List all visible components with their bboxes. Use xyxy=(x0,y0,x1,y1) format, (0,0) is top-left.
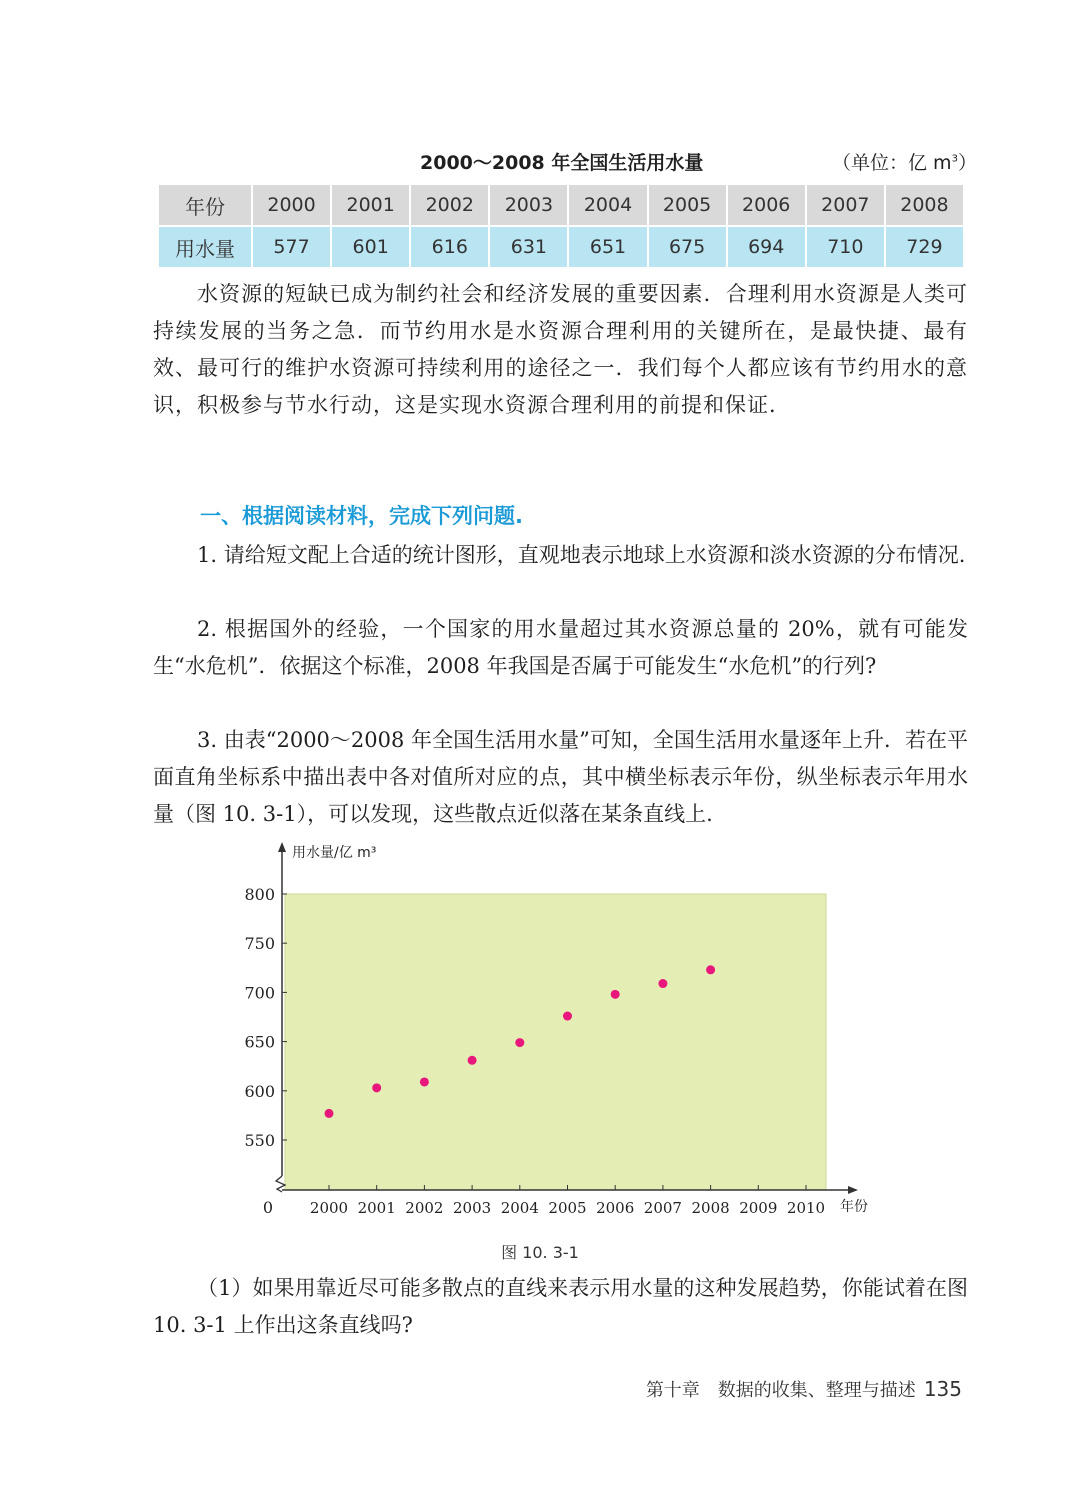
figure-caption: 图 10. 3-1 xyxy=(501,1243,579,1262)
section-title: 一、根据阅读材料，完成下列问题. xyxy=(200,504,523,528)
y-tick-label: 550 xyxy=(244,1131,275,1150)
data-point xyxy=(468,1056,477,1065)
chapter-title: 第十章 数据的收集、整理与描述 xyxy=(645,1380,916,1401)
question-1: 1. 请给短文配上合适的统计图形，直观地表示地球上水资源和淡水资源的分布情况. xyxy=(197,543,966,567)
x-tick-label: 2008 xyxy=(691,1199,730,1217)
table-cell-year: 2000 xyxy=(253,185,330,225)
data-point xyxy=(420,1077,429,1086)
table-cell-year: 2005 xyxy=(649,185,726,225)
x-tick-label: 2009 xyxy=(739,1199,778,1217)
table-cell-year: 2003 xyxy=(490,185,567,225)
table-cell-usage: 675 xyxy=(649,225,726,267)
x-tick-label: 2002 xyxy=(405,1199,444,1217)
y-axis-label: 用水量/亿 m³ xyxy=(292,845,377,861)
table-cell-year: 2004 xyxy=(569,185,646,225)
table-title: 2000～2008 年全国生活用水量 xyxy=(420,152,704,174)
question-3-part-1: （1）如果用靠近尽可能多散点的直线来表示用水量的这种发展趋势，你能试着在图 10. 3-1 上作出这条直线吗? xyxy=(153,1276,968,1337)
table-cell-usage: 631 xyxy=(490,225,567,267)
x-axis-arrow xyxy=(848,1186,858,1194)
x-tick-label: 2004 xyxy=(500,1199,539,1217)
data-point xyxy=(658,979,667,988)
table-unit: （单位：亿 $m^3$） xyxy=(832,152,977,174)
x-tick-label: 2005 xyxy=(548,1199,587,1217)
x-tick-label: 2003 xyxy=(453,1199,492,1217)
table-cell-year: 2001 xyxy=(332,185,409,225)
x-axis-label: 年份 xyxy=(840,1199,868,1215)
table-cell-usage: 577 xyxy=(253,225,330,267)
x-tick-label: 2001 xyxy=(357,1199,396,1217)
question-3: 3. 由表“2000～2008 年全国生活用水量”可知，全国生活用水量逐年上升．若在平面直角坐标系中描出表中各对值所对应的点，其中横坐标表示年份，纵坐标表示年用水量（图 10. 3-1），可以发现，这些散点近似落在某条直线上. xyxy=(153,728,968,826)
origin-label: 0 xyxy=(262,1198,274,1217)
y-tick-label: 600 xyxy=(244,1081,275,1101)
table-cell-usage: 616 xyxy=(411,225,488,267)
table-cell-usage: 729 xyxy=(886,225,963,267)
x-tick-label: 2007 xyxy=(643,1199,682,1217)
table-cell-usage: 710 xyxy=(807,225,884,267)
y-tick-label: 650 xyxy=(244,1032,275,1052)
intro-paragraph: 水资源的短缺已成为制约社会和经济发展的重要因素．合理利用水资源是人类可持续发展的当务之急．而节约用水是水资源合理利用的关键所在，是最快捷、最有效、最可行的维护水资源可持续利用的途径之一．我们每个人都应该有节约用水的意识，积极参与节水行动，这是实现水资源合理利用的前提和保证． xyxy=(153,282,968,417)
y-tick-label: 800 xyxy=(244,885,275,904)
table-cell-year: 2006 xyxy=(728,185,805,225)
data-point xyxy=(325,1109,334,1118)
plot-area xyxy=(285,894,826,1190)
x-tick-label: 2000 xyxy=(309,1199,349,1217)
row-header-usage: 用水量 xyxy=(159,225,251,267)
table-cell-usage: 694 xyxy=(728,225,805,267)
y-tick-label: 750 xyxy=(244,934,275,954)
data-point xyxy=(706,965,715,974)
page-number: 135 xyxy=(923,1377,962,1401)
page-footer xyxy=(646,1376,962,1402)
data-point xyxy=(563,1012,572,1021)
table-cell-year: 2007 xyxy=(807,185,884,225)
x-tick-label: 2006 xyxy=(596,1199,635,1217)
data-point xyxy=(515,1038,524,1047)
question-2: 2. 根据国外的经验，一个国家的用水量超过其水资源总量的 20%，就有可能发生“水危机”．依据这个标准，2008 年我国是否属于可能发生“水危机”的行列? xyxy=(153,617,968,678)
table-cell-usage: 651 xyxy=(569,225,646,267)
table-cell-usage: 601 xyxy=(332,225,409,267)
y-tick-label: 700 xyxy=(244,983,275,1003)
row-header-year: 年份 xyxy=(159,185,251,225)
x-tick-label: 2010 xyxy=(786,1199,826,1217)
table-cell-year: 2002 xyxy=(411,185,488,225)
table-cell-year: 2008 xyxy=(886,185,963,225)
data-point xyxy=(611,990,620,999)
data-point xyxy=(372,1083,381,1092)
y-axis-arrow xyxy=(278,842,286,852)
